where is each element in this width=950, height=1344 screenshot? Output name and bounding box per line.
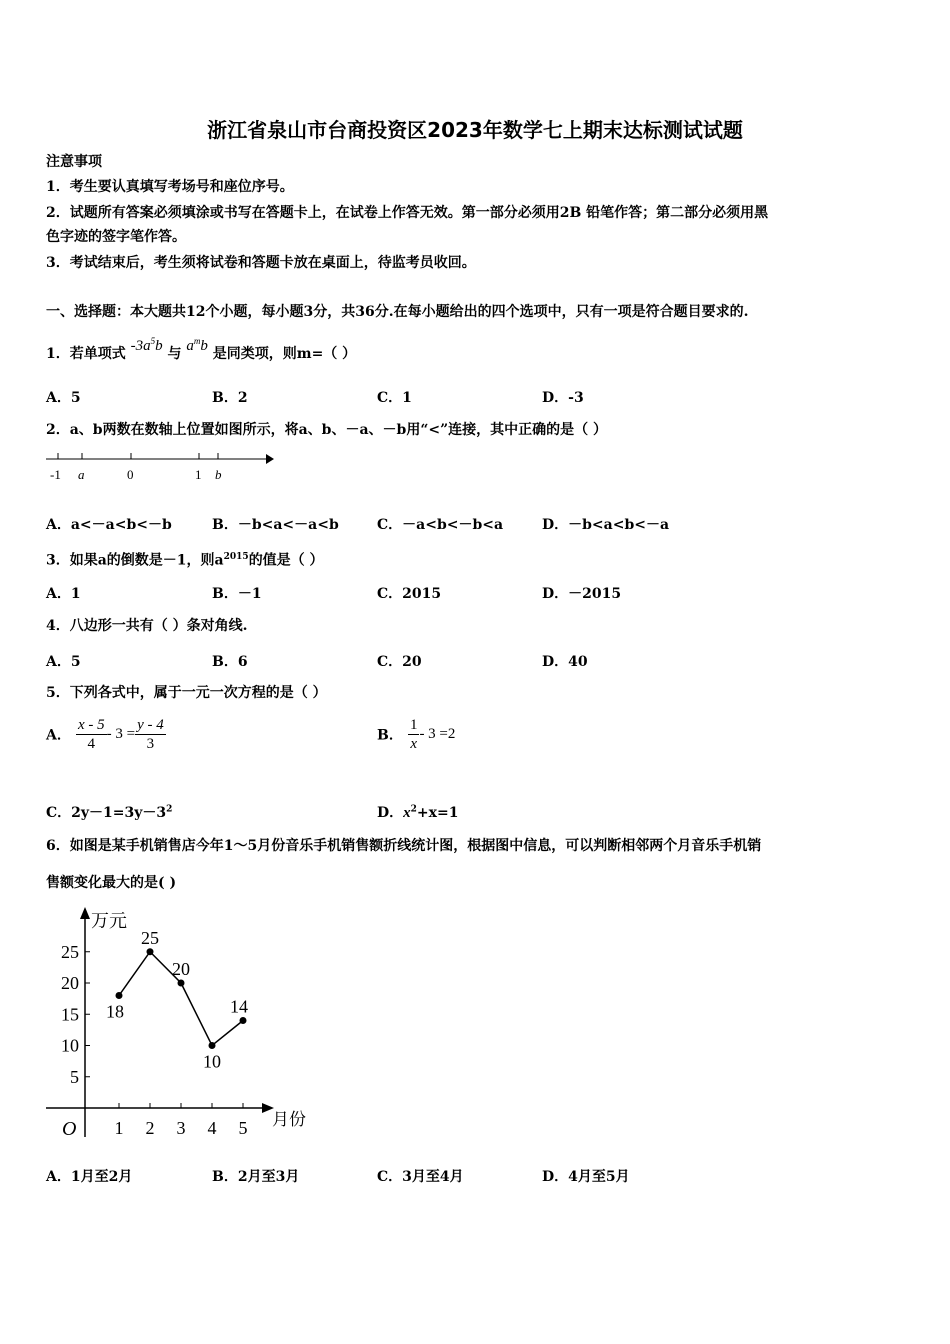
sales-line-chart [44, 905, 314, 1145]
axis-label: -1 [50, 467, 61, 482]
q5-a-label: A． [46, 727, 71, 744]
x-tick-label: 3 [176, 1118, 186, 1138]
notice-item: 1．考生要认真填写考场号和座位序号。 [46, 179, 294, 195]
data-point [116, 992, 123, 999]
q1-expr2: $a^mb$ [186, 336, 208, 354]
x-tick-label: 5 [238, 1118, 248, 1138]
y-axis-label: 万元 [91, 911, 127, 932]
fraction: $\frac{x - 5}{4}$ [77, 717, 105, 752]
q4-option-d: D．40 [542, 654, 588, 670]
data-label: 14 [230, 996, 248, 1017]
q3-suffix: 的值是（ ） [248, 552, 324, 569]
q5-option-a [46, 716, 166, 753]
q6-option-a: A．1月至2月 [46, 1169, 133, 1185]
x-tick-label: 1 [114, 1118, 124, 1138]
y-tick-label: 20 [61, 973, 79, 993]
data-point [178, 980, 185, 987]
q1-option-a: A．5 [46, 390, 81, 406]
q3-option-c: C．2015 [377, 586, 442, 602]
arrow-icon [266, 454, 274, 464]
x-tick-label: 4 [207, 1118, 217, 1138]
q4-option-a: A．5 [46, 654, 81, 670]
notice-heading: 注意事项 [46, 154, 102, 170]
data-point [240, 1017, 247, 1024]
q1-suffix: 是同类项，则m=（ ） [212, 346, 357, 362]
data-label: 10 [203, 1051, 221, 1072]
q5-b-rest: - 3 =2 [419, 726, 456, 742]
q1-prefix: 1．若单项式 [46, 346, 126, 362]
q3-option-b: B．－1 [212, 586, 262, 602]
section-heading: 一、选择题：本大题共12个小题，每小题3分，共36分.在每小题给出的四个选项中，只有一项是符合题目要求的. [46, 304, 749, 320]
question-3 [46, 548, 324, 570]
notice-item: 2．试题所有答案必须填涂或书写在答题卡上，在试卷上作答无效。第一部分必须用2B 铅笔作答；第二部分必须用黑 [46, 205, 769, 221]
question-2: 2．a、b两数在数轴上位置如图所示，将a、b、－a、－b用“<”连接，其中正确的是（ ） [46, 422, 608, 438]
x-tick-label: 2 [145, 1118, 155, 1138]
y-tick-label: 25 [61, 941, 79, 962]
q1-expr1: $-3a^5b$ [130, 336, 163, 354]
q5-option-d: D．$x^2+x=1$ [377, 804, 459, 821]
data-label: 20 [172, 959, 190, 979]
fraction: $\frac{y - 4}{3}$ [137, 717, 164, 752]
q2-option-b: B．－b<a<－a<b [212, 517, 339, 533]
q3-prefix: 3．如果a的倒数是－1，则a [46, 552, 224, 569]
q2-option-a: A．a<－a<b<－b [46, 517, 172, 533]
q2-option-d: D．－b<a<b<－a [542, 517, 670, 533]
q5-option-c: C．$2y-1=3y-3^2$ [46, 804, 173, 821]
origin-label: O [62, 1118, 77, 1140]
y-axis-arrow-icon [80, 907, 90, 919]
q1-mid: 与 [167, 346, 182, 362]
q4-option-b: B．6 [212, 654, 248, 670]
axis-label: b [215, 467, 222, 482]
y-tick-label: 10 [61, 1035, 79, 1056]
q4-option-c: C．20 [377, 654, 422, 670]
number-line [44, 448, 274, 486]
notice-item: 3．考试结束后，考生须将试卷和答题卡放在桌面上，待监考员收回。 [46, 255, 476, 271]
question-5: 5．下列各式中，属于一元一次方程的是（ ） [46, 685, 327, 701]
q3-exponent: 2015 [223, 552, 249, 562]
q5-b-label: B． [377, 727, 403, 744]
page-title: 浙江省泉山市台商投资区2023年数学七上期末达标测试试题 [207, 118, 743, 142]
x-axis-label: 月份 [272, 1110, 306, 1130]
q6-option-c: C．3月至4月 [377, 1169, 464, 1185]
question-4: 4．八边形一共有（ ）条对角线. [46, 618, 248, 634]
data-point [209, 1042, 216, 1049]
q1-option-b: B．2 [212, 390, 248, 406]
q1-option-d: D．-3 [542, 390, 584, 406]
axis-label: a [78, 467, 85, 482]
axis-label: 0 [127, 467, 134, 482]
notice-item: 色字迹的签字笔作答。 [46, 229, 186, 245]
q5-a-mid: - 3 = [106, 726, 136, 742]
q5-option-b [377, 716, 455, 753]
question-6-line1: 6．如图是某手机销售店今年1～5月份音乐手机销售额折线统计图，根据图中信息，可以判断相邻两个月音乐手机销 [46, 838, 762, 854]
y-tick-label: 15 [61, 1004, 79, 1025]
q1-option-c: C．1 [377, 390, 412, 406]
data-point [147, 948, 154, 955]
data-label: 18 [106, 1001, 124, 1022]
axis-label: 1 [195, 467, 202, 482]
y-tick-label: 5 [70, 1066, 79, 1087]
q6-option-b: B．2月至3月 [212, 1169, 300, 1185]
data-label: 25 [141, 927, 159, 948]
q2-option-c: C．－a<b<－b<a [377, 517, 504, 533]
question-6-line2: 售额变化最大的是( ) [46, 875, 177, 891]
question-1 [46, 336, 357, 363]
q3-option-a: A．1 [46, 586, 81, 602]
q6-option-d: D．4月至5月 [542, 1169, 630, 1185]
fraction: $\frac{1}{x}$ [409, 717, 418, 752]
q3-option-d: D．－2015 [542, 586, 622, 602]
